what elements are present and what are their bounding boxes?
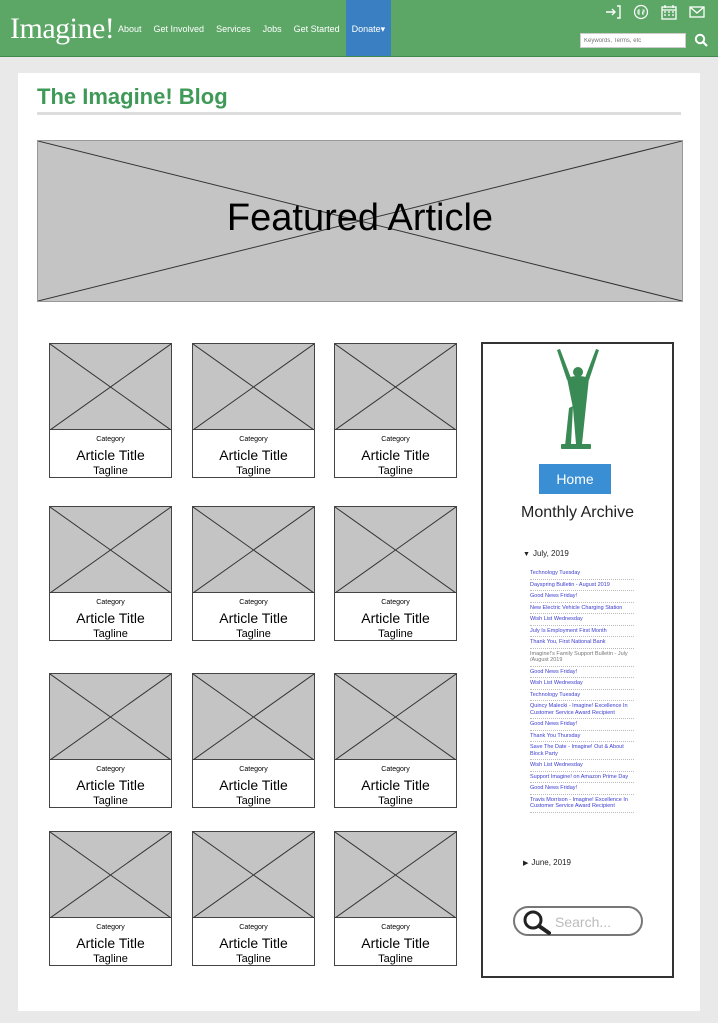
article-thumbnail	[193, 832, 314, 918]
header-icons	[604, 4, 706, 20]
nav-donate[interactable]: Donate▾	[346, 0, 392, 56]
article-tagline: Tagline	[93, 795, 128, 807]
article-category: Category	[96, 436, 125, 443]
article-title[interactable]: Article Title	[219, 610, 288, 626]
main-nav	[112, 0, 391, 56]
featured-article-label: Featured Article	[226, 197, 494, 239]
archive-post-link[interactable]: Thank You, First National Bank	[530, 637, 634, 649]
archive-post-link[interactable]: Quincy Malecki - Imagine! Excellence In Customer Service Award Recipient	[530, 701, 634, 719]
archive-month-label: July, 2019	[532, 549, 569, 558]
collapsed-triangle-icon: ▶	[523, 860, 529, 867]
language-es-icon[interactable]	[632, 4, 650, 20]
article-thumbnail	[193, 344, 314, 430]
nav-services[interactable]: Services	[216, 24, 251, 34]
article-thumbnail	[193, 507, 314, 593]
article-card[interactable]	[334, 831, 457, 966]
article-category: Category	[239, 766, 268, 773]
article-card[interactable]	[49, 506, 172, 641]
article-thumbnail	[193, 674, 314, 760]
nav-jobs[interactable]: Jobs	[262, 24, 282, 34]
article-thumbnail	[335, 507, 456, 593]
placeholder-cross-icon	[50, 674, 171, 760]
article-title[interactable]: Article Title	[76, 447, 145, 463]
login-icon[interactable]	[604, 4, 622, 20]
article-tagline: Tagline	[378, 953, 413, 965]
site-search-input[interactable]	[580, 33, 686, 48]
article-category: Category	[381, 924, 410, 931]
article-card[interactable]	[334, 673, 457, 808]
article-card[interactable]	[334, 343, 457, 478]
placeholder-cross-icon	[193, 507, 314, 593]
placeholder-cross-icon	[335, 832, 456, 918]
placeholder-cross-icon	[50, 344, 171, 430]
archive-post-link[interactable]: Good News Friday!	[530, 783, 634, 795]
article-card[interactable]	[192, 673, 315, 808]
calendar-icon[interactable]	[660, 4, 678, 20]
archive-post-link[interactable]: Wish List Wednesday	[530, 678, 634, 690]
article-tagline: Tagline	[378, 465, 413, 477]
article-thumbnail	[50, 344, 171, 430]
monthly-archive-heading: Monthly Archive	[521, 504, 634, 521]
placeholder-cross-icon	[193, 344, 314, 430]
article-category: Category	[381, 436, 410, 443]
article-category: Category	[239, 924, 268, 931]
archive-post-link[interactable]: Good News Friday!	[530, 719, 634, 731]
title-divider	[37, 112, 681, 115]
article-title[interactable]: Article Title	[76, 610, 145, 626]
article-card[interactable]	[49, 343, 172, 478]
placeholder-cross-icon	[50, 507, 171, 593]
article-category: Category	[96, 766, 125, 773]
article-tagline: Tagline	[236, 628, 271, 640]
article-category: Category	[381, 766, 410, 773]
blog-sidebar	[481, 342, 674, 978]
article-thumbnail	[335, 344, 456, 430]
article-tagline: Tagline	[236, 795, 271, 807]
article-title[interactable]: Article Title	[361, 610, 430, 626]
article-card[interactable]	[49, 831, 172, 966]
placeholder-cross-icon	[193, 674, 314, 760]
imagine-figure-logo-icon	[551, 348, 605, 452]
article-title[interactable]: Article Title	[219, 777, 288, 793]
site-logo[interactable]: Imagine!	[10, 12, 115, 45]
nav-about[interactable]: About	[118, 24, 142, 34]
home-button[interactable]: Home	[539, 464, 611, 494]
article-tagline: Tagline	[93, 953, 128, 965]
article-tagline: Tagline	[378, 628, 413, 640]
nav-get-started[interactable]: Get Started	[293, 24, 340, 34]
sidebar-search-input[interactable]	[555, 912, 635, 932]
archive-post-link[interactable]: Thank You Thursday	[530, 731, 634, 743]
archive-post-link[interactable]: Imagine!'s Family Support Bulletin - July /August 2019	[530, 649, 634, 667]
placeholder-cross-icon	[50, 832, 171, 918]
placeholder-cross-icon	[193, 832, 314, 918]
article-thumbnail	[50, 674, 171, 760]
article-card[interactable]	[192, 343, 315, 478]
article-thumbnail	[335, 832, 456, 918]
article-card[interactable]	[192, 831, 315, 966]
archive-post-link[interactable]: Dayspring Bulletin - August 2019	[530, 580, 634, 592]
placeholder-cross-icon	[335, 507, 456, 593]
article-title[interactable]: Article Title	[76, 777, 145, 793]
article-category: Category	[239, 599, 268, 606]
article-card[interactable]	[49, 673, 172, 808]
site-header	[0, 0, 718, 57]
article-card[interactable]	[334, 506, 457, 641]
content-panel	[18, 73, 700, 1011]
archive-month-july[interactable]	[523, 549, 569, 558]
featured-article[interactable]	[37, 140, 683, 302]
archive-post-link[interactable]: Save The Date - Imagine! Out & About Block Party	[530, 742, 634, 760]
archive-post-link[interactable]: New Electric Vehicle Charging Station	[530, 603, 634, 615]
article-title[interactable]: Article Title	[219, 447, 288, 463]
archive-month-label: June, 2019	[531, 858, 571, 867]
archive-post-link[interactable]: Good News Friday!	[530, 667, 634, 679]
sidebar-search	[513, 906, 643, 936]
article-thumbnail	[50, 832, 171, 918]
archive-month-june[interactable]	[523, 858, 571, 867]
archive-post-link[interactable]: Technology Tuesday	[530, 568, 634, 580]
article-category: Category	[381, 599, 410, 606]
archive-post-link[interactable]: Technology Tuesday	[530, 690, 634, 702]
article-title[interactable]: Article Title	[76, 935, 145, 951]
archive-post-link[interactable]: Travis Morrison - Imagine! Excellence In Customer Service Award Recipient	[530, 795, 634, 813]
page-title: The Imagine! Blog	[37, 84, 228, 109]
archive-post-link[interactable]: Wish List Wednesday	[530, 614, 634, 626]
article-title[interactable]: Article Title	[361, 935, 430, 951]
mail-icon[interactable]	[688, 4, 706, 20]
article-thumbnail	[335, 674, 456, 760]
article-category: Category	[239, 436, 268, 443]
article-title[interactable]: Article Title	[361, 777, 430, 793]
article-tagline: Tagline	[378, 795, 413, 807]
article-tagline: Tagline	[93, 628, 128, 640]
article-tagline: Tagline	[236, 953, 271, 965]
nav-get-involved[interactable]: Get Involved	[153, 24, 205, 34]
article-title[interactable]: Article Title	[219, 935, 288, 951]
placeholder-cross-icon	[335, 344, 456, 430]
article-category: Category	[96, 924, 125, 931]
article-title[interactable]: Article Title	[361, 447, 430, 463]
archive-post-list	[530, 568, 634, 813]
article-tagline: Tagline	[236, 465, 271, 477]
archive-post-link[interactable]: Good News Friday!	[530, 591, 634, 603]
article-tagline: Tagline	[93, 465, 128, 477]
article-category: Category	[96, 599, 125, 606]
article-card[interactable]	[192, 506, 315, 641]
search-icon[interactable]	[694, 33, 708, 48]
placeholder-cross-icon	[335, 674, 456, 760]
archive-post-link[interactable]: Wish List Wednesday	[530, 760, 634, 772]
archive-post-link[interactable]: July Is Employment First Month	[530, 626, 634, 638]
archive-post-link[interactable]: Support Imagine! on Amazon Prime Day	[530, 772, 634, 784]
search-icon[interactable]	[521, 909, 553, 935]
article-thumbnail	[50, 507, 171, 593]
expanded-triangle-icon: ▼	[523, 551, 530, 558]
